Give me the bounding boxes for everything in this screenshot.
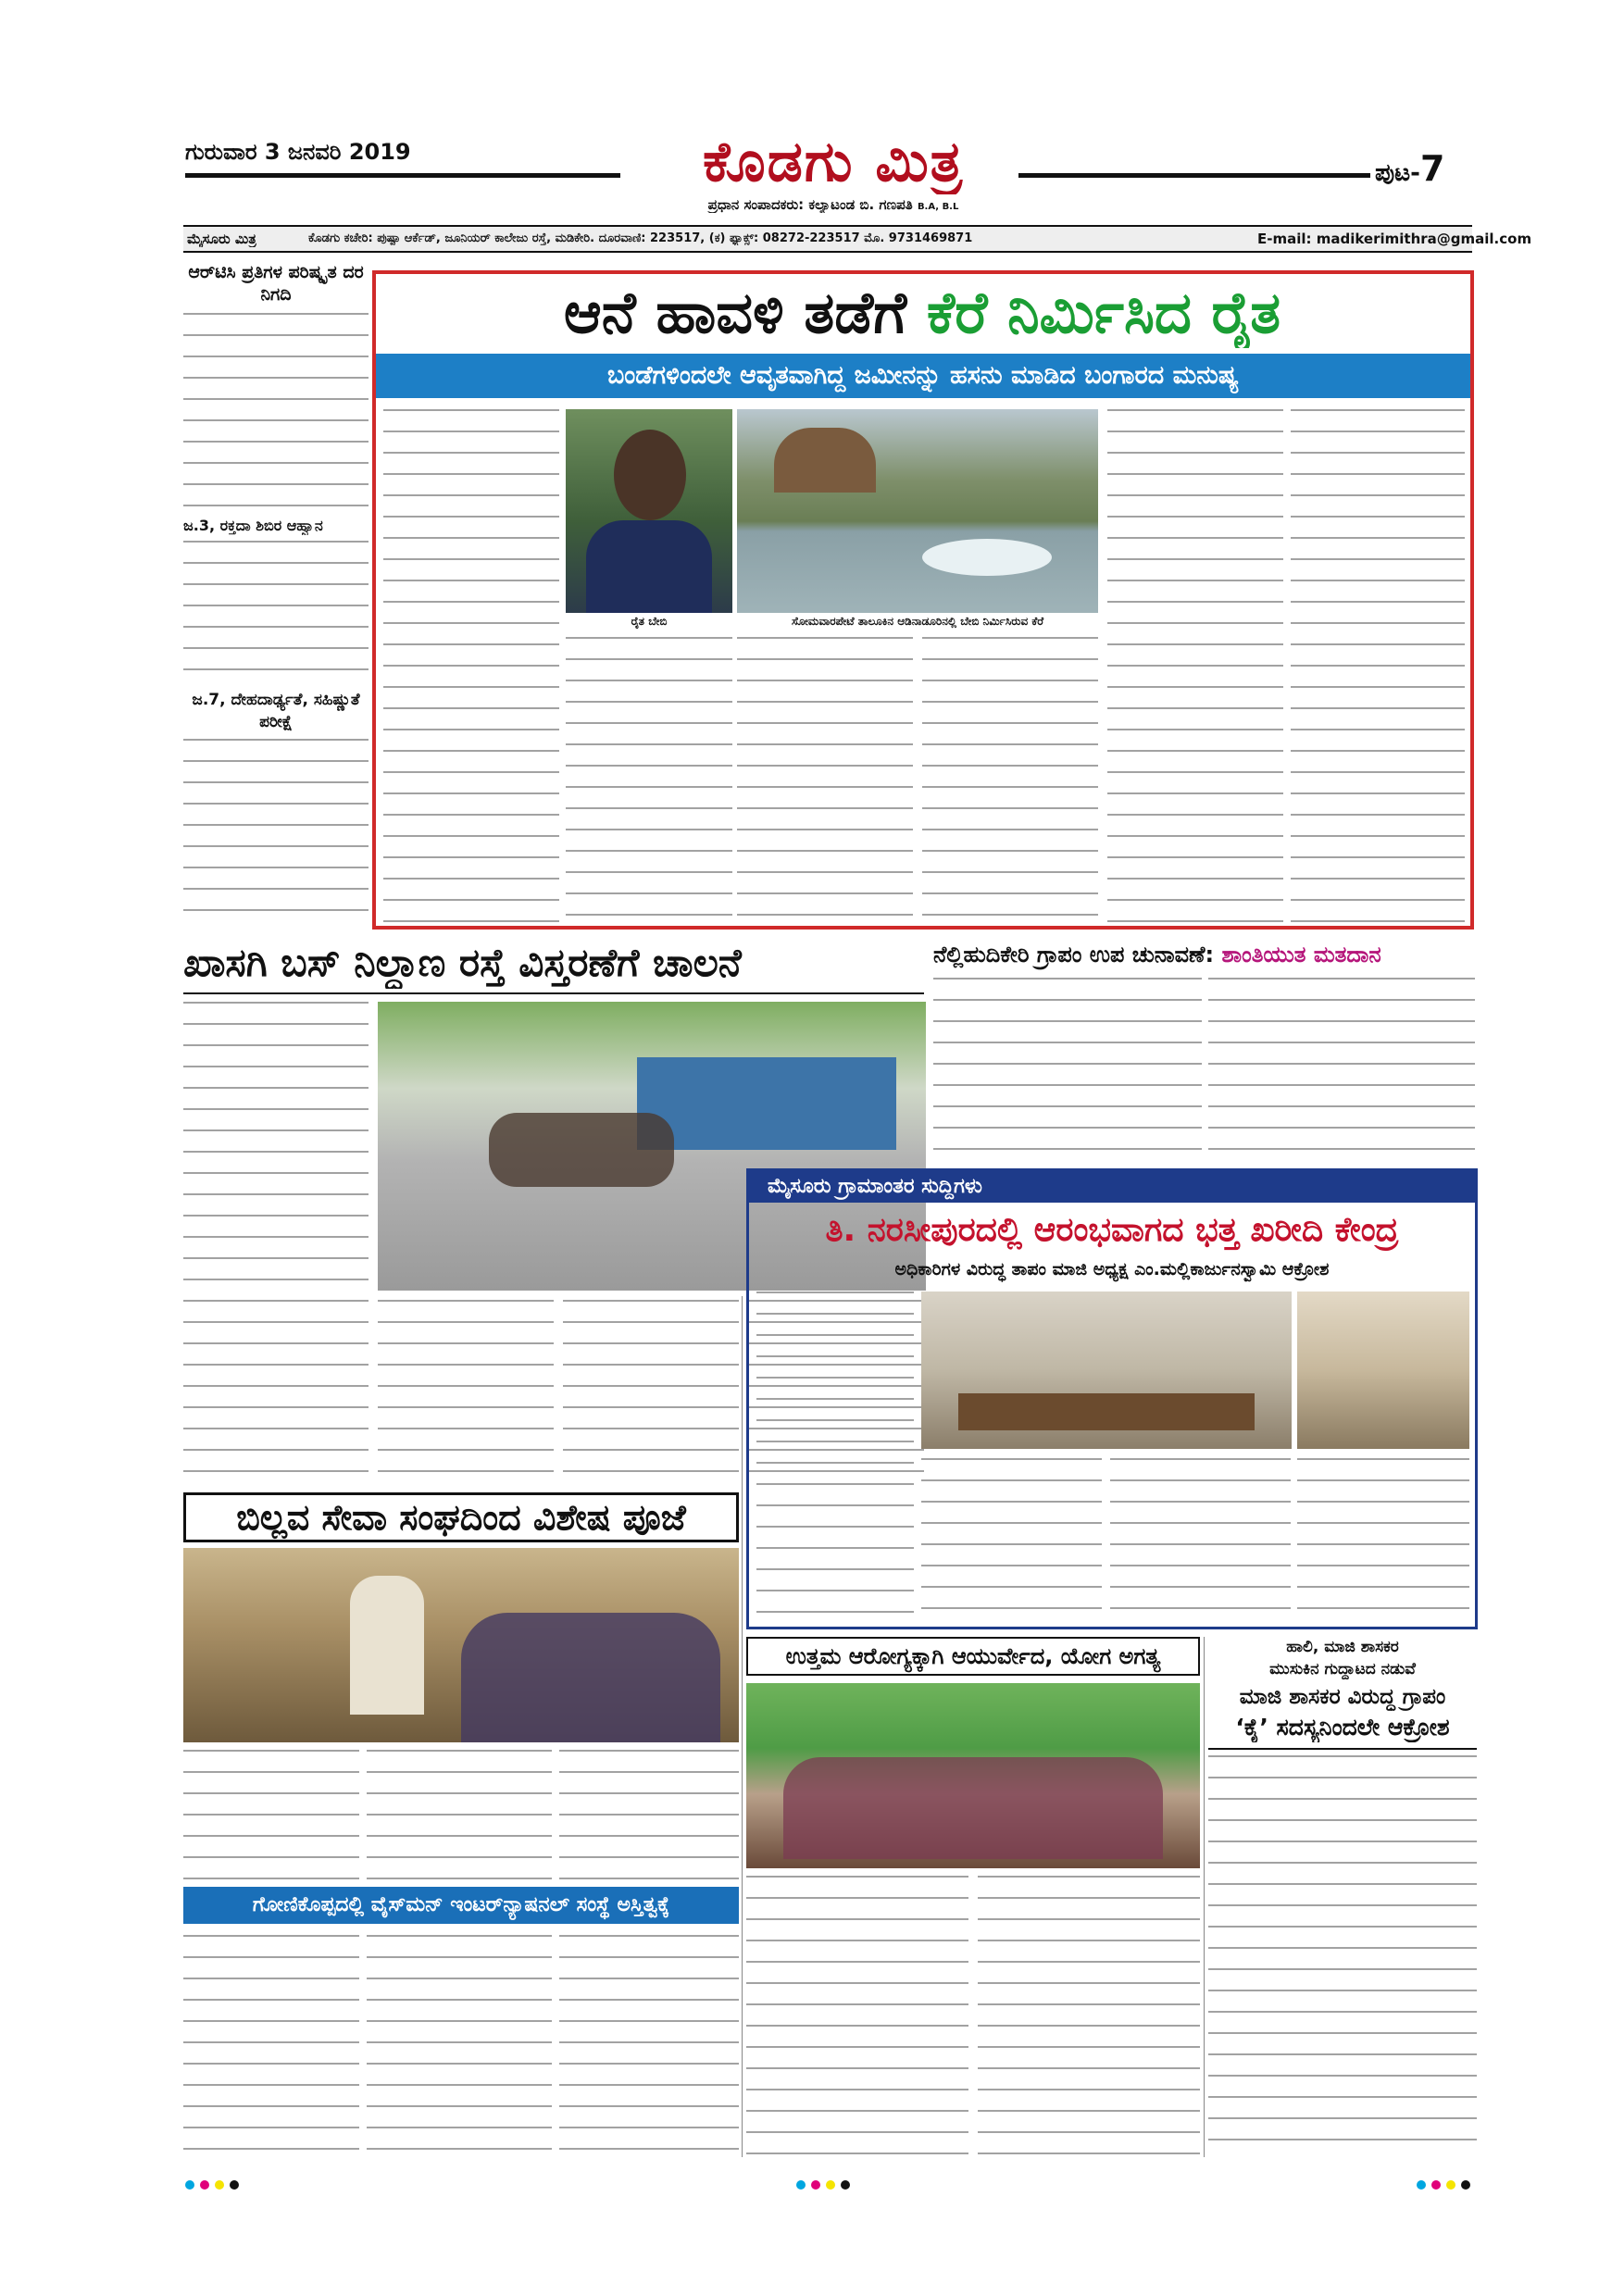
rural-section: [746, 1168, 1478, 1629]
podium-group: [783, 1757, 1163, 1859]
ayurveda-event-photo: [746, 1683, 1200, 1868]
ayurveda-body-col1: [746, 1876, 968, 2157]
meeting-photo-2: [1297, 1292, 1469, 1449]
meeting-photo-1: [921, 1292, 1292, 1449]
mla-headline-1: ಮಾಜಿ ಶಾಸಕರ ವಿರುದ್ಧ ಗ್ರಾಪಂ: [1239, 1685, 1446, 1709]
mla-kicker-1: ಹಾಲಿ, ಮಾಜಿ ಶಾಸಕರ: [1286, 1638, 1399, 1656]
divider-right: [1204, 1637, 1205, 2157]
color-registration-dots-center: [796, 2176, 856, 2193]
fitness-test-headline: ಜ.7, ದೇಹದಾರ್ಢ್ಯತೆ, ಸಹಿಷ್ಣುತೆ ಪರೀಕ್ಷೆ: [192, 691, 360, 731]
masthead: [0, 0, 1624, 218]
billava-body-col3: [559, 1750, 739, 1879]
rural-body-col1: [756, 1292, 914, 1625]
election-body-col1: [933, 978, 1202, 1163]
ayurveda-body-col2: [978, 1876, 1200, 2157]
election-body-col2: [1208, 978, 1475, 1163]
lead-body-col3b: [737, 637, 913, 924]
lake-photo: [737, 409, 1098, 613]
editor-line: ಪ್ರಧಾನ ಸಂಪಾದಕರು: ಕಲ್ಯಾಟಂಡ ಬಿ. ಗಣಪತಿ B.A, B.L: [707, 196, 959, 213]
color-registration-dots-right: [1417, 2176, 1476, 2193]
blood-camp-body: [183, 541, 369, 680]
email-address: E-mail: madikerimithra@gmail.com: [1257, 231, 1532, 247]
wiseman-body-col2: [367, 1935, 552, 2157]
bus-headline: ಖಾಸಗಿ ಬಸ್ ನಿಲ್ದಾಣ ರಸ್ತೆ ವಿಸ್ತರಣೆಗೆ ಚಾಲನೆ: [183, 940, 742, 985]
ayurveda-headline: ಉತ್ತಮ ಆರೋಗ್ಯಕ್ಕಾಗಿ ಆಯುರ್ವೇದ, ಯೋಗ ಅಗತ್ಯ: [746, 1637, 1200, 1676]
election-headline: ನೆಲ್ಲಿಹುದಿಕೇರಿ ಗ್ರಾಪಂ ಉಪ ಚುನಾವಣೆ: ಶಾಂತಿಯುತ ಮತದಾನ: [933, 942, 1381, 967]
bus-headline-rule: [183, 992, 924, 994]
masthead-rule-left: [185, 173, 620, 178]
mla-kicker-2: ಮುಸುಕಿನ ಗುದ್ದಾಟದ ನಡುವೆ: [1269, 1660, 1416, 1678]
rtc-body-text: [183, 313, 369, 507]
wiseman-body-col1: [183, 1935, 359, 2157]
office-address: ಕೊಡಗು ಕಚೇರಿ: ಪುಷ್ಪಾ ಆರ್ಕೆಡ್, ಜೂನಿಯರ್ ಕಾಲೇಜು ರಸ್ತೆ, ಮಡಿಕೇರಿ. ದೂರವಾಣಿ: 223517, (ಕ) ಫ್ಯಾಕ್ಸ್: 08272-223517 ಮೊ. 9731469871: [308, 231, 973, 245]
rural-banner: ಮೈಸೂರು ಗ್ರಾಮಾಂತರ ಸುದ್ದಿಗಳು: [749, 1171, 1475, 1203]
wiseman-headline: ಗೋಣಿಕೊಪ್ಪದಲ್ಲಿ ವೈಸ್‌ಮನ್ ಇಂಟರ್‌ನ್ಯಾಷನಲ್ ಸಂಸ್ಥೆ ಅಸ್ತಿತ್ವಕ್ಕೆ: [183, 1887, 739, 1924]
color-registration-dots-left: [185, 2176, 244, 2193]
lead-body-col1: [383, 409, 559, 923]
divider-left: [742, 1296, 743, 2157]
idol: [350, 1576, 424, 1715]
rural-subheadline: ಅಧಿಕಾರಿಗಳ ವಿರುದ್ಧ ತಾಪಂ ಮಾಜಿ ಅಧ್ಯಕ್ಷ ಎಂ.ಮಲ್ಲಿಕಾರ್ಜುನಸ್ವಾಮಿ ಆಕ್ರೋಶ: [894, 1259, 1330, 1279]
lead-body-col5: [1107, 409, 1283, 923]
page-number: ಪುಟ-7: [1375, 148, 1445, 189]
bus-shelter: [637, 1057, 896, 1150]
meeting-table: [958, 1393, 1255, 1430]
lake-photo-caption: ಸೋಮವಾರಪೇಟೆ ತಾಲೂಕಿನ ಆಡಿನಾಡೂರಿನಲ್ಲಿ ಬೇಬಿ ನಿರ್ಮಿಸಿರುವ ಕೆರೆ: [737, 615, 1098, 629]
left-column: [183, 261, 369, 928]
address-bar: [183, 225, 1532, 253]
blood-camp-headline: ಜ.3, ರಕ್ತದಾ ಶಿಬಿರ ಆಹ್ವಾನ: [183, 517, 323, 534]
lead-body-col6: [1291, 409, 1465, 923]
billava-headline: ಬಿಲ್ಲವ ಸೇವಾ ಸಂಘದಿಂದ ವಿಶೇಷ ಪೂಜೆ: [183, 1492, 739, 1542]
address-brand: ಮೈಸೂರು ಮಿತ್ರ: [187, 231, 256, 247]
rural-headline: ತಿ. ನರಸೀಪುರದಲ್ಲಿ ಆರಂಭವಾಗದ ಭತ್ತ ಖರೀದಿ ಕೇಂದ್ರ: [825, 1211, 1399, 1249]
rural-body-col4: [1297, 1458, 1469, 1625]
mla-body-col1: [1208, 1755, 1477, 2157]
lead-headline: ಆನೆ ಹಾವಳಿ ತಡೆಗೆ ಕೆರೆ ನಿರ್ಮಿಸಿದ ರೈತ: [563, 279, 1281, 346]
lake-hut: [774, 428, 876, 493]
farmer-photo-caption: ರೈತ ಬೇಬಿ: [566, 615, 732, 629]
issue-date: ಗುರುವಾರ 3 ಜನವರಿ 2019: [185, 139, 411, 165]
lead-story: [372, 270, 1474, 930]
bus-body-col3: [563, 1300, 739, 1485]
mla-headline-2: ‘ಕೈ’ ಸದಸ್ಯನಿಂದಲೇ ಆಕ್ರೋಶ: [1235, 1714, 1450, 1741]
rural-body-col2: [921, 1458, 1102, 1625]
farmer-shirt: [586, 520, 712, 613]
rtc-headline: ಆರ್‌ಟಿಸಿ ಪ್ರತಿಗಳ ಪರಿಷ್ಕೃತ ದರ ನಿಗದಿ: [188, 262, 364, 305]
lead-body-col4b: [922, 637, 1098, 924]
farmer-face: [614, 430, 686, 520]
newspaper-title: ಕೊಡಗು ಮಿತ್ರ: [702, 130, 964, 194]
masthead-rule-right: [1018, 173, 1370, 178]
farmer-photo: [566, 409, 732, 613]
devotees: [461, 1613, 720, 1742]
rural-body-col3: [1110, 1458, 1291, 1625]
fitness-test-body: [183, 739, 369, 924]
mla-rule: [1208, 1748, 1477, 1750]
billava-body-col2: [367, 1750, 552, 1879]
bus-body-col2: [378, 1300, 554, 1485]
billava-puja-photo: [183, 1548, 739, 1742]
bus-body-col1: [183, 1002, 369, 1483]
lead-subheadline: ಬಂಡೆಗಳಿಂದಲೇ ಆವೃತವಾಗಿದ್ದ ಜಮೀನನ್ನು ಹಸನು ಮಾಡಿದ ಬಂಗಾರದ ಮನುಷ್ಯ: [376, 354, 1470, 398]
crowd: [489, 1113, 674, 1187]
lead-body-col2b: [566, 637, 732, 924]
wiseman-body-col3: [559, 1935, 739, 2157]
water-splash: [922, 539, 1052, 576]
billava-body-col1: [183, 1750, 359, 1879]
